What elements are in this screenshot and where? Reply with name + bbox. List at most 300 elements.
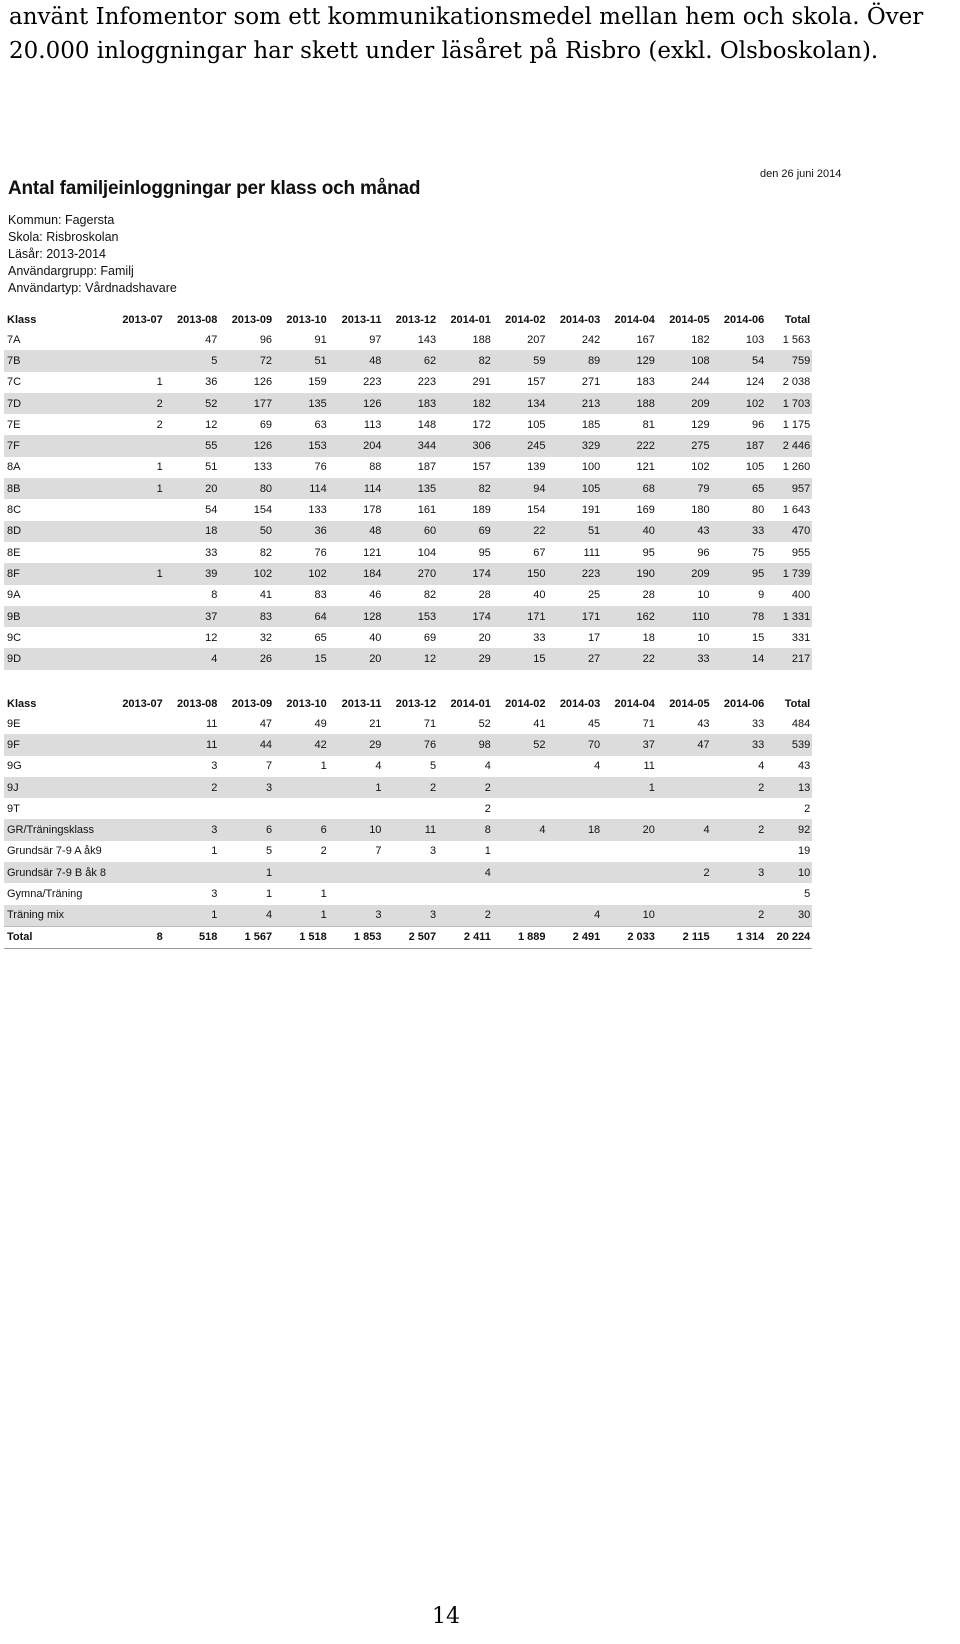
table-row bbox=[4, 478, 812, 499]
table-cell: 3 bbox=[383, 905, 438, 927]
table-cell bbox=[657, 883, 712, 904]
table-row bbox=[4, 521, 812, 542]
table-cell: 222 bbox=[602, 435, 657, 456]
table-cell: 41 bbox=[533, 717, 546, 730]
class-name-cell: Grundsär 7-9 A åk9 bbox=[7, 845, 102, 858]
table-cell: 83 bbox=[314, 589, 327, 602]
table-cell: 102 bbox=[712, 393, 767, 414]
total-cell: 1 567 bbox=[219, 926, 274, 948]
table-cell: 76 bbox=[314, 461, 327, 474]
table-cell: 1 563 bbox=[782, 333, 811, 346]
report-date: den 26 juni 2014 bbox=[760, 168, 842, 180]
table-cell: 28 bbox=[478, 589, 491, 602]
class-name-cell: 8C bbox=[7, 504, 22, 517]
table-cell: 102 bbox=[691, 461, 710, 474]
table-cell bbox=[110, 329, 165, 350]
table-cell: 47 bbox=[205, 333, 218, 346]
table-row bbox=[4, 756, 812, 777]
header-2013-11: 2013-11 bbox=[341, 697, 382, 710]
intro-line-2: 20.000 inloggningar har skett under läsåret på Risbro (exkl. Olsboskolan). bbox=[9, 38, 879, 64]
table-cell: 8 bbox=[211, 589, 218, 602]
table-cell: 63 bbox=[314, 418, 327, 431]
table-cell: 177 bbox=[219, 393, 274, 414]
table-cell: 114 bbox=[329, 478, 384, 499]
meta-anvandartyp: Användartyp: Vårdnadshavare bbox=[8, 281, 177, 295]
table-cell: 4 bbox=[438, 862, 493, 883]
table-cell: 135 bbox=[383, 478, 438, 499]
total-cell: 2 115 bbox=[657, 926, 712, 948]
class-name-cell: 9T bbox=[7, 802, 20, 815]
table-cell: 8 bbox=[438, 819, 493, 840]
table-cell bbox=[383, 798, 438, 819]
table-cell: 223 bbox=[548, 563, 603, 584]
table-cell: 1 bbox=[156, 461, 163, 474]
table-cell bbox=[493, 798, 548, 819]
header-2014-03: 2014-03 bbox=[559, 697, 601, 710]
table-cell: 121 bbox=[636, 461, 655, 474]
total-row bbox=[4, 926, 812, 948]
total-cell: 2 491 bbox=[548, 926, 603, 948]
header-total: Total bbox=[784, 313, 811, 326]
table-cell: 40 bbox=[369, 631, 382, 644]
header-klass: Klass bbox=[7, 697, 37, 710]
table-cell: 4 bbox=[493, 819, 548, 840]
table-cell bbox=[165, 798, 220, 819]
table-cell: 270 bbox=[383, 563, 438, 584]
table-cell: 62 bbox=[383, 350, 438, 371]
table-cell: 187 bbox=[712, 435, 767, 456]
table-row bbox=[4, 648, 812, 669]
table-cell: 167 bbox=[636, 333, 655, 346]
table-cell: 143 bbox=[417, 333, 437, 346]
table-cell: 47 bbox=[657, 734, 712, 755]
table-cell: 50 bbox=[219, 521, 274, 542]
table-cell: 108 bbox=[657, 350, 712, 371]
table-row bbox=[4, 542, 812, 563]
class-name-cell: 7D bbox=[4, 393, 110, 414]
table-cell: 44 bbox=[219, 734, 274, 755]
table-cell: 134 bbox=[493, 393, 548, 414]
table-cell: 2 bbox=[320, 845, 327, 858]
table-cell: 183 bbox=[383, 393, 438, 414]
header-2013-10: 2013-10 bbox=[286, 313, 327, 326]
table-cell: 2 bbox=[156, 418, 163, 431]
table-cell: 12 bbox=[205, 631, 218, 644]
table-cell bbox=[110, 499, 165, 520]
table-cell: 291 bbox=[472, 376, 491, 389]
table-cell: 104 bbox=[417, 546, 437, 559]
table-cell: 223 bbox=[363, 376, 382, 389]
table-row bbox=[4, 329, 812, 350]
header-2014-06: 2014-06 bbox=[723, 697, 765, 710]
table-cell: 111 bbox=[583, 546, 601, 559]
table-cell bbox=[110, 713, 165, 734]
table-cell: 2 bbox=[110, 393, 165, 414]
page-number: 14 bbox=[432, 1604, 460, 1629]
class-name-cell: Gymna/Träning bbox=[7, 888, 83, 901]
table-cell: 20 bbox=[602, 819, 657, 840]
table-cell: 271 bbox=[581, 376, 601, 389]
table-cell: 65 bbox=[712, 478, 767, 499]
table-cell: 2 038 bbox=[782, 376, 811, 389]
class-name-cell: Träning mix bbox=[4, 905, 110, 927]
table-cell: 10 bbox=[697, 631, 710, 644]
table-cell: 400 bbox=[791, 589, 811, 602]
table-cell: 10 bbox=[697, 589, 710, 602]
intro-line-1: använt Infomentor som ett kommunikationsmedel mellan hem och skola. Över bbox=[9, 4, 924, 30]
header-2014-06: 2014-06 bbox=[723, 313, 765, 326]
table-cell bbox=[110, 841, 165, 862]
table-cell: 217 bbox=[766, 648, 812, 669]
table-cell: 185 bbox=[581, 418, 601, 431]
table-cell bbox=[493, 841, 548, 862]
table-cell bbox=[110, 734, 165, 755]
class-name-cell: 9E bbox=[7, 717, 21, 730]
table-cell: 43 bbox=[798, 760, 811, 773]
table-cell: 96 bbox=[259, 333, 273, 346]
table-cell: 41 bbox=[259, 589, 273, 602]
header-2014-01: 2014-01 bbox=[450, 313, 491, 326]
table-cell: 1 175 bbox=[782, 418, 811, 431]
table-cell: 15 bbox=[752, 631, 765, 644]
table-cell: 7 bbox=[375, 845, 382, 858]
table-cell: 18 bbox=[642, 631, 655, 644]
table-cell: 48 bbox=[329, 521, 384, 542]
class-name-cell: 9J bbox=[4, 777, 110, 798]
table-cell: 95 bbox=[642, 546, 655, 559]
table-cell: 37 bbox=[165, 606, 220, 627]
table-cell: 2 bbox=[383, 777, 438, 798]
table-cell bbox=[493, 777, 548, 798]
table-cell bbox=[219, 798, 274, 819]
table-cell: 81 bbox=[642, 418, 655, 431]
table-cell: 126 bbox=[219, 435, 274, 456]
table-row bbox=[4, 435, 812, 456]
table-cell: 154 bbox=[527, 504, 546, 517]
table-cell: 1 703 bbox=[766, 393, 812, 414]
table-cell: 4 bbox=[758, 760, 765, 773]
table-cell: 189 bbox=[472, 504, 491, 517]
header-2013-12: 2013-12 bbox=[395, 313, 437, 326]
header-2013-12: 2013-12 bbox=[395, 697, 437, 710]
meta-anvandargrupp: Användargrupp: Familj bbox=[8, 264, 134, 278]
table-cell: 36 bbox=[274, 521, 329, 542]
table-cell bbox=[602, 841, 657, 862]
table-cell: 242 bbox=[581, 333, 601, 346]
header-2013-11: 2013-11 bbox=[341, 313, 382, 326]
table-cell: 45 bbox=[587, 717, 601, 730]
table-cell: 2 bbox=[657, 862, 712, 883]
table-cell: 209 bbox=[657, 563, 712, 584]
class-name-cell: 7E bbox=[7, 418, 21, 431]
table-cell: 10 bbox=[766, 862, 812, 883]
table-cell: 128 bbox=[329, 606, 384, 627]
class-name-cell: 9A bbox=[7, 589, 21, 602]
table-cell: 40 bbox=[533, 589, 546, 602]
table-cell: 1 bbox=[274, 905, 329, 927]
total-cell: 1 518 bbox=[274, 926, 329, 948]
table-row bbox=[4, 798, 812, 819]
table-cell: 96 bbox=[752, 418, 765, 431]
table-header-row bbox=[4, 310, 812, 329]
table-cell: 183 bbox=[636, 376, 655, 389]
table-cell: 2 bbox=[712, 819, 767, 840]
total-label: Total bbox=[4, 926, 110, 948]
table-cell: 97 bbox=[369, 333, 382, 346]
table-cell: 1 bbox=[320, 760, 327, 773]
table-header-row bbox=[4, 694, 812, 713]
table-cell: 51 bbox=[205, 461, 218, 474]
table-cell: 7 bbox=[265, 760, 273, 773]
table-cell: 17 bbox=[587, 631, 601, 644]
table-cell: 64 bbox=[274, 606, 329, 627]
table-cell: 4 bbox=[657, 819, 712, 840]
table-cell: 52 bbox=[478, 717, 491, 730]
table-cell: 37 bbox=[602, 734, 657, 755]
class-name-cell: 9F bbox=[4, 734, 110, 755]
table-cell: 33 bbox=[205, 546, 218, 559]
table-cell bbox=[602, 862, 657, 883]
class-name-cell: Grundsär 7-9 B åk 8 bbox=[4, 862, 110, 883]
table-cell: 4 bbox=[219, 905, 274, 927]
table-cell: 98 bbox=[438, 734, 493, 755]
header-2013-07: 2013-07 bbox=[122, 697, 163, 710]
table-cell: 153 bbox=[274, 435, 329, 456]
table-cell: 54 bbox=[712, 350, 767, 371]
table-cell: 306 bbox=[438, 435, 493, 456]
class-name-cell: 9C bbox=[7, 631, 22, 644]
table-cell: 52 bbox=[165, 393, 220, 414]
table-cell: 11 bbox=[643, 760, 655, 773]
table-cell: 5 bbox=[430, 760, 437, 773]
table-cell: 59 bbox=[493, 350, 548, 371]
table-cell: 184 bbox=[329, 563, 384, 584]
table-cell: 2 bbox=[804, 802, 811, 815]
table-cell: 26 bbox=[219, 648, 274, 669]
table-cell bbox=[165, 862, 220, 883]
table-cell: 957 bbox=[766, 478, 812, 499]
table-row bbox=[4, 457, 812, 478]
table-cell: 470 bbox=[766, 521, 812, 542]
total-cell: 8 bbox=[110, 926, 165, 948]
table-cell: 157 bbox=[527, 376, 546, 389]
table-cell: 10 bbox=[602, 905, 657, 927]
table-cell: 25 bbox=[587, 589, 601, 602]
table-cell bbox=[329, 798, 384, 819]
table-cell: 43 bbox=[657, 521, 712, 542]
table-cell: 171 bbox=[548, 606, 603, 627]
table-cell: 27 bbox=[548, 648, 603, 669]
header-2014-05: 2014-05 bbox=[669, 313, 710, 326]
table-cell: 71 bbox=[423, 717, 437, 730]
report-title: Antal familjeinloggningar per klass och månad bbox=[8, 178, 421, 199]
table-cell bbox=[657, 798, 712, 819]
table-cell: 1 bbox=[219, 862, 274, 883]
table-cell: 204 bbox=[329, 435, 384, 456]
table-cell: 178 bbox=[363, 504, 382, 517]
table-cell: 82 bbox=[423, 589, 437, 602]
table-cell: 126 bbox=[253, 376, 273, 389]
table-cell: 65 bbox=[314, 631, 327, 644]
table-body bbox=[4, 329, 812, 670]
table-cell: 1 bbox=[484, 845, 491, 858]
table-cell: 49 bbox=[314, 717, 327, 730]
table-cell: 1 bbox=[320, 888, 327, 901]
table-cell: 67 bbox=[533, 546, 546, 559]
table-cell: 1 bbox=[165, 905, 220, 927]
table-cell: 135 bbox=[274, 393, 329, 414]
table-cell: 95 bbox=[478, 546, 491, 559]
table-cell: 209 bbox=[657, 393, 712, 414]
table-row bbox=[4, 862, 812, 883]
table-cell: 4 bbox=[548, 905, 603, 927]
table-cell: 80 bbox=[752, 504, 765, 517]
table-cell: 60 bbox=[383, 521, 438, 542]
total-cell: 1 889 bbox=[493, 926, 548, 948]
table-cell bbox=[657, 841, 712, 862]
table-cell: 15 bbox=[274, 648, 329, 669]
table-cell: 95 bbox=[712, 563, 767, 584]
class-name-cell: 8A bbox=[7, 461, 21, 474]
table-cell bbox=[110, 606, 165, 627]
table-cell: 29 bbox=[329, 734, 384, 755]
table-cell bbox=[110, 777, 165, 798]
table-cell: 20 bbox=[329, 648, 384, 669]
table-cell bbox=[274, 862, 329, 883]
table-cell: 9 bbox=[758, 589, 765, 602]
table-cell: 19 bbox=[798, 845, 811, 858]
table-cell: 12 bbox=[383, 648, 438, 669]
table-cell: 154 bbox=[253, 504, 273, 517]
table-cell bbox=[329, 883, 384, 904]
table-cell: 344 bbox=[383, 435, 438, 456]
header-2013-09: 2013-09 bbox=[231, 313, 273, 326]
table-row bbox=[4, 883, 812, 904]
header-2014-03: 2014-03 bbox=[559, 313, 601, 326]
table-cell: 105 bbox=[527, 418, 546, 431]
meta-skola: Skola: Risbroskolan bbox=[8, 230, 119, 244]
table-cell: 5 bbox=[804, 888, 811, 901]
table-cell: 36 bbox=[205, 376, 218, 389]
table-cell: 75 bbox=[752, 546, 765, 559]
table-row bbox=[4, 905, 812, 927]
meta-lasar: Läsår: 2013-2014 bbox=[8, 247, 106, 261]
table-cell: 4 bbox=[594, 760, 601, 773]
table-cell bbox=[274, 777, 329, 798]
total-cell: 20 224 bbox=[766, 926, 812, 948]
table-cell: 153 bbox=[383, 606, 438, 627]
table-cell: 33 bbox=[533, 631, 546, 644]
table-cell: 114 bbox=[274, 478, 329, 499]
table-cell: 188 bbox=[472, 333, 491, 346]
table-cell: 96 bbox=[697, 546, 710, 559]
table-cell: 46 bbox=[369, 589, 382, 602]
table-cell: 172 bbox=[472, 418, 491, 431]
class-name-cell: 9D bbox=[4, 648, 110, 669]
table-cell bbox=[110, 905, 165, 927]
table-cell: 92 bbox=[766, 819, 812, 840]
class-name-cell: 8F bbox=[4, 563, 110, 584]
table-cell bbox=[110, 883, 165, 904]
table-cell: 12 bbox=[205, 418, 218, 431]
table-cell: 148 bbox=[417, 418, 437, 431]
table-cell bbox=[110, 648, 165, 669]
table-cell: 51 bbox=[548, 521, 603, 542]
table-cell: 14 bbox=[712, 648, 767, 669]
table-cell: 329 bbox=[548, 435, 603, 456]
table-cell: 48 bbox=[329, 350, 384, 371]
table-cell bbox=[110, 819, 165, 840]
table-cell: 3 bbox=[211, 888, 218, 901]
table-cell: 5 bbox=[265, 845, 273, 858]
total-cell: 2 033 bbox=[602, 926, 657, 948]
table-cell: 2 bbox=[712, 905, 767, 927]
header-2014-02: 2014-02 bbox=[505, 313, 546, 326]
class-name-cell: 8B bbox=[4, 478, 110, 499]
table-cell: 191 bbox=[581, 504, 601, 517]
table-cell: 1 260 bbox=[782, 461, 811, 474]
table-cell: 171 bbox=[493, 606, 548, 627]
table-cell bbox=[329, 862, 384, 883]
table-cell: 80 bbox=[219, 478, 274, 499]
table-cell: 15 bbox=[493, 648, 548, 669]
class-name-cell: 7F bbox=[4, 435, 110, 456]
class-name-cell: GR/Träningsklass bbox=[4, 819, 110, 840]
table-cell bbox=[657, 756, 712, 777]
class-name-cell: 7A bbox=[7, 333, 21, 346]
table-cell: 10 bbox=[329, 819, 384, 840]
table-cell: 30 bbox=[766, 905, 812, 927]
class-name-cell: 8E bbox=[7, 546, 21, 559]
table-cell: 129 bbox=[691, 418, 710, 431]
table-cell: 82 bbox=[438, 350, 493, 371]
header-2014-05: 2014-05 bbox=[669, 697, 710, 710]
table-cell: 22 bbox=[493, 521, 548, 542]
table-cell bbox=[493, 862, 548, 883]
table-row bbox=[4, 627, 812, 648]
table-cell: 244 bbox=[691, 376, 710, 389]
table-cell bbox=[383, 883, 438, 904]
table-cell: 39 bbox=[165, 563, 220, 584]
table-cell bbox=[602, 883, 657, 904]
table-cell: 1 643 bbox=[782, 504, 811, 517]
table-cell: 76 bbox=[314, 546, 327, 559]
table-cell: 28 bbox=[642, 589, 655, 602]
table-cell: 759 bbox=[766, 350, 812, 371]
table-cell: 105 bbox=[745, 461, 765, 474]
table-cell: 1 739 bbox=[766, 563, 812, 584]
table-row bbox=[4, 372, 812, 393]
table-cell: 33 bbox=[752, 717, 765, 730]
table-cell: 103 bbox=[745, 333, 765, 346]
class-name-cell: 9B bbox=[4, 606, 110, 627]
table-cell: 190 bbox=[602, 563, 657, 584]
total-cell: 2 507 bbox=[383, 926, 438, 948]
table-cell: 2 bbox=[484, 802, 491, 815]
table-cell: 159 bbox=[308, 376, 327, 389]
table-cell bbox=[602, 798, 657, 819]
table-cell: 13 bbox=[766, 777, 812, 798]
table-body bbox=[4, 713, 812, 948]
table-cell bbox=[493, 883, 548, 904]
table-cell bbox=[493, 756, 548, 777]
table-cell: 1 bbox=[602, 777, 657, 798]
table-cell: 188 bbox=[602, 393, 657, 414]
table-cell bbox=[493, 905, 548, 927]
table-cell: 18 bbox=[165, 521, 220, 542]
table-cell: 275 bbox=[657, 435, 712, 456]
table-cell bbox=[712, 798, 767, 819]
